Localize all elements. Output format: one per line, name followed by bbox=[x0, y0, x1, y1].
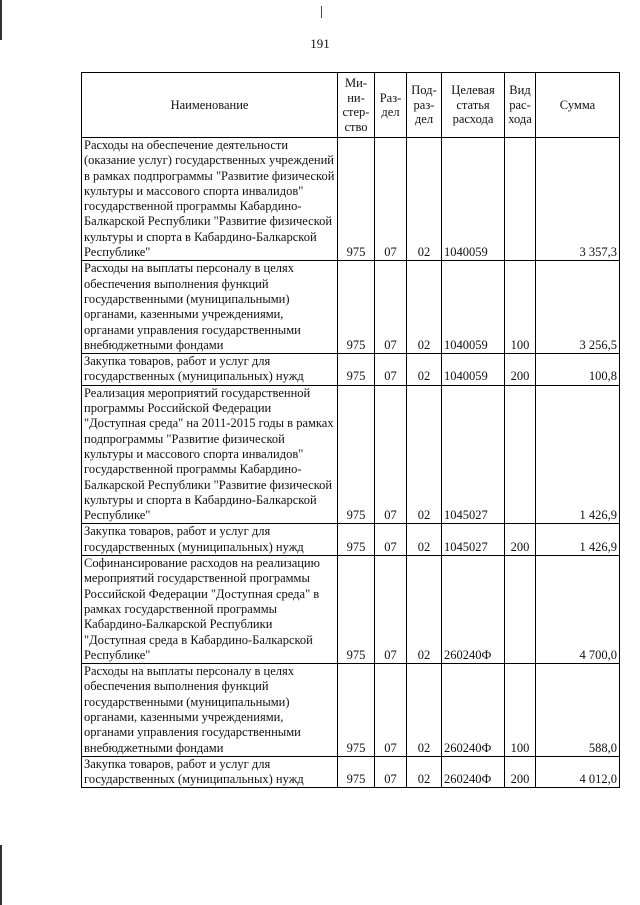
row-target: 260240Ф bbox=[442, 756, 505, 788]
row-name: Расходы на выплаты персоналу в целях обеспечения выполнения функций государственными (муниципальными) органами, казенными учреждениями, органами управления государственными внебюджетными фондами bbox=[82, 261, 338, 354]
table-row bbox=[82, 261, 620, 354]
row-name: Закупка товаров, работ и услуг для государственных (муниципальных) нужд bbox=[82, 524, 338, 556]
row-name: Закупка товаров, работ и услуг для государственных (муниципальных) нужд bbox=[82, 756, 338, 788]
row-name: Реализация мероприятий государственной программы Российской Федерации "Доступная среда" на 2011-2015 годы в рамках подпрограммы "Развитие физической культуры и массового спорта инвалидов" государственной программы Кабардино-Балкарской Республики "Развитие физической культуры и спорта в Кабардино-Балкарской Республике" bbox=[82, 385, 338, 524]
table-row bbox=[82, 385, 620, 524]
row-expense-type bbox=[505, 138, 536, 261]
row-section: 07 bbox=[375, 524, 407, 556]
row-subsection: 02 bbox=[407, 354, 442, 386]
row-ministry: 975 bbox=[338, 385, 375, 524]
row-ministry: 975 bbox=[338, 556, 375, 664]
row-subsection: 02 bbox=[407, 556, 442, 664]
row-section: 07 bbox=[375, 138, 407, 261]
row-section: 07 bbox=[375, 664, 407, 757]
row-target: 1045027 bbox=[442, 385, 505, 524]
row-amount: 3 256,5 bbox=[536, 261, 620, 354]
row-section: 07 bbox=[375, 385, 407, 524]
row-ministry: 975 bbox=[338, 756, 375, 788]
budget-table bbox=[81, 72, 620, 788]
table-row bbox=[82, 524, 620, 556]
table-row bbox=[82, 138, 620, 261]
row-ministry: 975 bbox=[338, 261, 375, 354]
row-ministry: 975 bbox=[338, 138, 375, 261]
header-row bbox=[82, 73, 620, 138]
header-name: Наименование bbox=[82, 73, 338, 138]
table-row bbox=[82, 354, 620, 386]
row-section: 07 bbox=[375, 354, 407, 386]
row-name: Расходы на выплаты персоналу в целях обеспечения выполнения функций государственными (муниципальными) органами, казенными учреждениями, органами управления государственными внебюджетными фондами bbox=[82, 664, 338, 757]
row-section: 07 bbox=[375, 556, 407, 664]
row-ministry: 975 bbox=[338, 354, 375, 386]
row-expense-type: 200 bbox=[505, 756, 536, 788]
row-subsection: 02 bbox=[407, 524, 442, 556]
row-target: 260240Ф bbox=[442, 556, 505, 664]
row-expense-type bbox=[505, 556, 536, 664]
scan-tick-mark bbox=[321, 6, 322, 18]
row-expense-type: 100 bbox=[505, 664, 536, 757]
table-row bbox=[82, 756, 620, 788]
row-amount: 1 426,9 bbox=[536, 385, 620, 524]
row-expense-type: 200 bbox=[505, 354, 536, 386]
page-number: 191 bbox=[310, 36, 330, 51]
row-amount: 4 700,0 bbox=[536, 556, 620, 664]
scan-edge-mark-top bbox=[0, 0, 2, 40]
header-target: Целевая статья расхода bbox=[442, 73, 505, 138]
row-subsection: 02 bbox=[407, 756, 442, 788]
row-name: Закупка товаров, работ и услуг для государственных (муниципальных) нужд bbox=[82, 354, 338, 386]
row-amount: 100,8 bbox=[536, 354, 620, 386]
row-amount: 588,0 bbox=[536, 664, 620, 757]
header-ministry: Ми- ни- стер- ство bbox=[338, 73, 375, 138]
row-target: 260240Ф bbox=[442, 664, 505, 757]
row-subsection: 02 bbox=[407, 138, 442, 261]
header-amount: Сумма bbox=[536, 73, 620, 138]
header-expense-type: Вид рас- хода bbox=[505, 73, 536, 138]
row-target: 1040059 bbox=[442, 138, 505, 261]
table-row bbox=[82, 664, 620, 757]
row-expense-type bbox=[505, 385, 536, 524]
row-section: 07 bbox=[375, 261, 407, 354]
table-row bbox=[82, 556, 620, 664]
row-amount: 4 012,0 bbox=[536, 756, 620, 788]
header-section: Раз- дел bbox=[375, 73, 407, 138]
scan-edge-mark-bottom bbox=[0, 845, 2, 905]
row-expense-type: 100 bbox=[505, 261, 536, 354]
row-subsection: 02 bbox=[407, 664, 442, 757]
row-section: 07 bbox=[375, 756, 407, 788]
row-ministry: 975 bbox=[338, 664, 375, 757]
row-ministry: 975 bbox=[338, 524, 375, 556]
row-subsection: 02 bbox=[407, 385, 442, 524]
row-target: 1045027 bbox=[442, 524, 505, 556]
row-amount: 3 357,3 bbox=[536, 138, 620, 261]
row-amount: 1 426,9 bbox=[536, 524, 620, 556]
row-expense-type: 200 bbox=[505, 524, 536, 556]
row-name: Расходы на обеспечение деятельности (оказание услуг) государственных учреждений в рамках подпрограммы "Развитие физической культуры и массового спорта инвалидов" государственной программы Кабардино-Балкарской Республики "Развитие физической культуры и спорта в Кабардино-Балкарской Республике" bbox=[82, 138, 338, 261]
row-target: 1040059 bbox=[442, 354, 505, 386]
row-name: Софинансирование расходов на реализацию мероприятий государственной программы Российской Федерации "Доступная среда" в рамках государственной программы Кабардино-Балкарской Республики "Доступная среда в Кабардино-Балкарской Республике" bbox=[82, 556, 338, 664]
header-subsection: Под- раз- дел bbox=[407, 73, 442, 138]
row-subsection: 02 bbox=[407, 261, 442, 354]
row-target: 1040059 bbox=[442, 261, 505, 354]
